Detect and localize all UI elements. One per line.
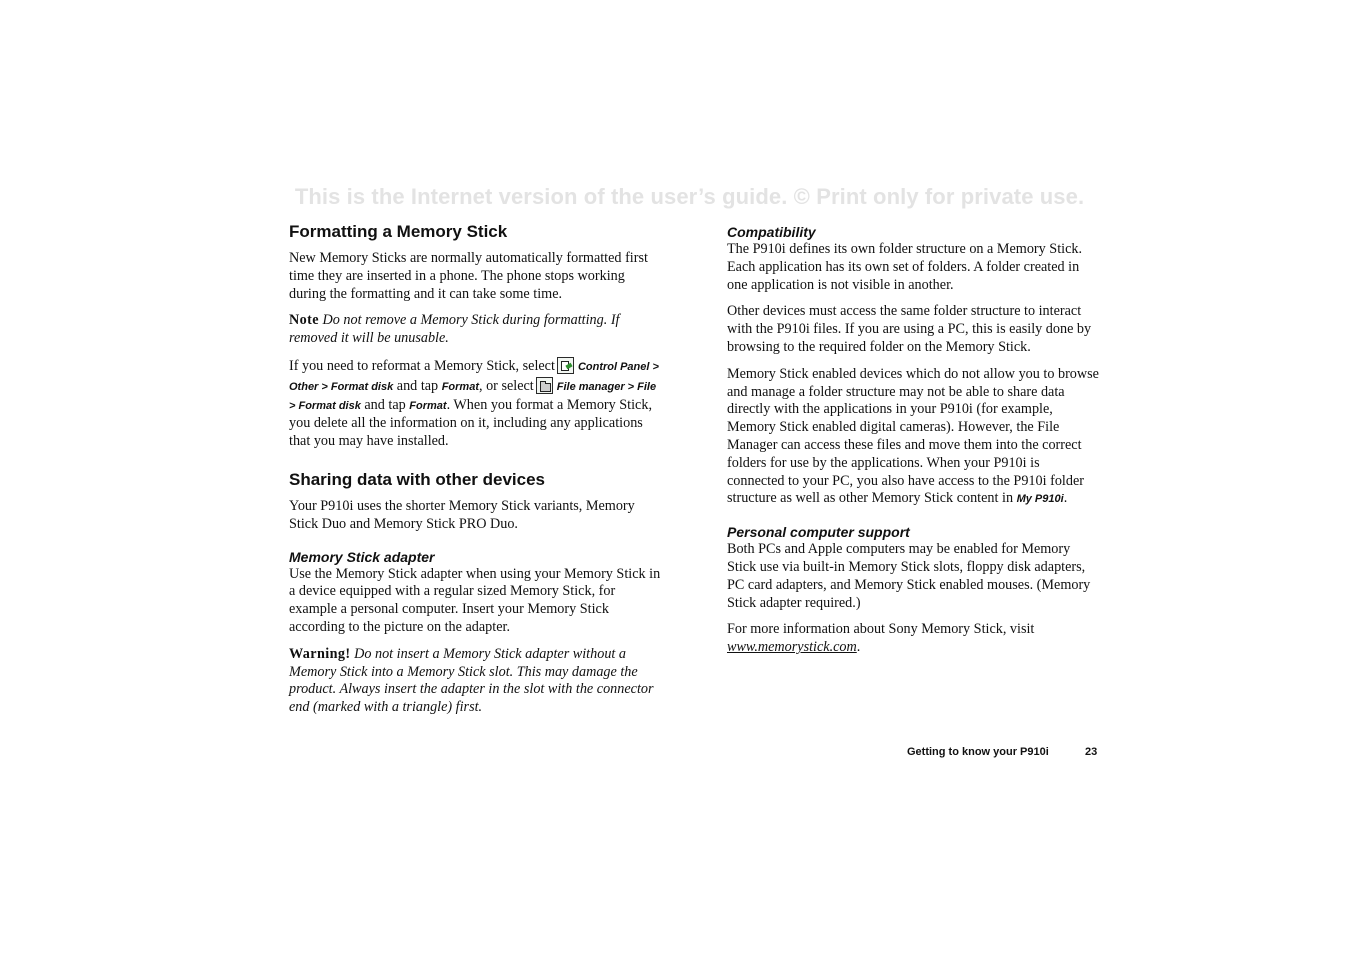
watermark: This is the Internet version of the user’s guide. © Print only for private use. — [294, 184, 1085, 209]
compatibility-p3-end: . — [1063, 490, 1068, 507]
sharing-heading: Sharing data with other devices — [289, 469, 546, 489]
reformat-text-2: and tap — [393, 377, 442, 394]
file-manager-path: File manager > File > Format disk — [289, 380, 657, 412]
compatibility-p1: The P910i defines its own folder structure on a Memory Stick. Each application has its own set of folders. A folder created in one application is not visible in another. — [727, 241, 1083, 293]
control-panel-path: Control Panel > Other > Format disk — [289, 360, 659, 393]
left-column — [289, 220, 661, 726]
note-text: Do not remove a Memory Stick during formatting. If removed it will be unusable. — [289, 312, 620, 347]
pc-support-p1: Both PCs and Apple computers may be enabled for Memory Stick use via built-in Memory Stick slots, floppy disk adapters, PC card adapters, and Memory Stick enabled mouses. (Memory Stick adapter required.) — [727, 541, 1091, 611]
reformat-text-1: If you need to reformat a Memory Stick, select — [289, 357, 555, 374]
right-column — [727, 220, 1099, 666]
pc-support-p2-end: . — [856, 639, 861, 656]
compatibility-heading: Compatibility — [727, 224, 816, 240]
pc-support-p2-text: For more information about Sony Memory Stick, visit — [727, 621, 1035, 638]
control-panel-icon — [557, 357, 574, 374]
warning-paragraph — [289, 646, 661, 717]
page-footer — [907, 746, 1098, 758]
sharing-intro: Your P910i uses the shorter Memory Stick variants, Memory Stick Duo and Memory Stick PRO Duo. — [289, 497, 635, 532]
pc-support-heading: Personal computer support — [727, 524, 910, 541]
format-command-1: Format — [441, 380, 479, 393]
compatibility-p3-text: Memory Stick enabled devices which do not allow you to browse and manage a folder structure may not be able to share data directly with the applications in your P910i (for example, Memory Stick enabled digital cameras). However, the File Manager can access these files and move them into the correct folders for use by the applications. When your P910i is connected to your PC, you also have access to the P910i folder structure as well as other Memory Stick content in — [727, 365, 1099, 507]
reformat-text-3: , or select — [478, 377, 534, 394]
reformat-paragraph — [289, 357, 661, 451]
compatibility-p3 — [727, 366, 1099, 509]
compatibility-p2: Other devices must access the same folder structure to interact with the P910i files. If you are using a PC, this is easily done by browsing to the required folder on the Memory Stick. — [727, 303, 1092, 355]
note-label: Note — [289, 312, 319, 329]
page-number: 23 — [1085, 746, 1098, 758]
pc-support-p2 — [727, 621, 1099, 657]
adapter-heading: Memory Stick adapter — [289, 548, 435, 565]
formatting-heading: Formatting a Memory Stick — [289, 222, 508, 241]
file-manager-icon — [536, 377, 553, 394]
reformat-text-4: and tap — [360, 396, 410, 413]
format-command-2: Format — [409, 399, 447, 412]
warning-text: Do not insert a Memory Stick adapter without a Memory Stick into a Memory Stick slot. This may damage the product. Always insert the adapter in the slot with the connector end (marked with a triangle) first. — [289, 645, 654, 716]
memorystick-link[interactable]: www.memorystick.com — [727, 639, 857, 656]
warning-label: Warning! — [289, 645, 351, 662]
note-paragraph — [289, 312, 661, 348]
my-p910i-label: My P910i — [1016, 493, 1064, 506]
reformat-text-5: . When you format a Memory Stick, you delete all the information on it, including any applications that you may have installed. — [289, 396, 652, 450]
footer-section-title: Getting to know your P910i — [907, 746, 1049, 758]
adapter-text: Use the Memory Stick adapter when using your Memory Stick in a device equipped with a regular sized Memory Stick, for example a personal computer. Insert your Memory Stick according to the picture on the adapter. — [289, 565, 661, 635]
formatting-intro: New Memory Sticks are normally automatically formatted first time they are inserted in a phone. The phone stops working during the formatting and it can take some time. — [289, 250, 648, 302]
